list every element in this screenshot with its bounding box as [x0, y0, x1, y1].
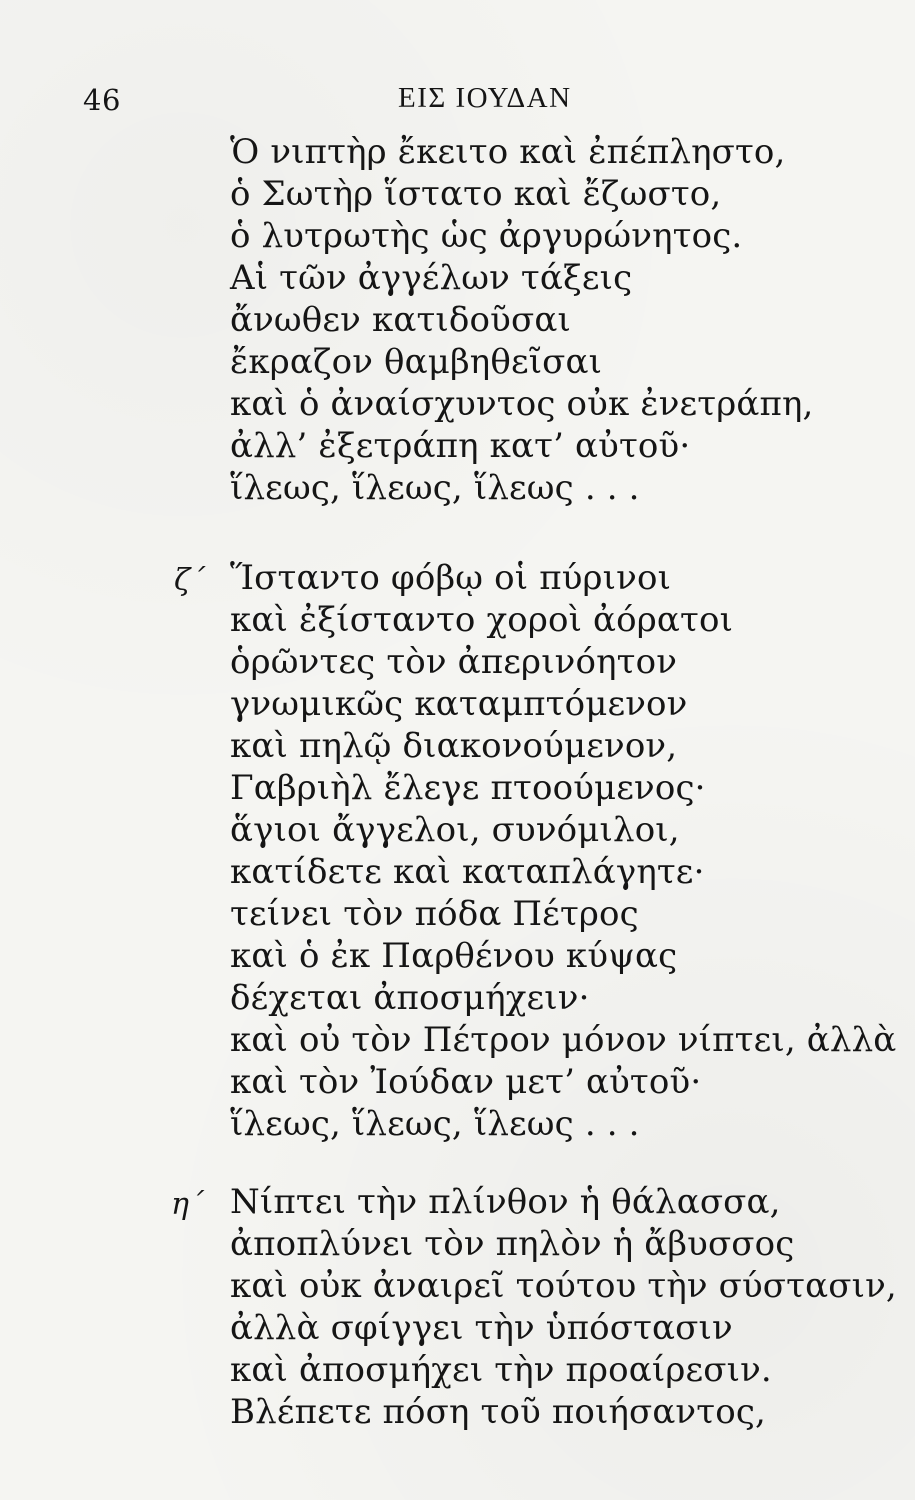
stanza-2-line-4: γνωμικῶς καταμπτόμενον [230, 684, 688, 724]
stanza-3-line-2: ἀποπλύνει τὸν πηλὸν ἡ ἄβυσσος [230, 1224, 795, 1264]
stanza-3-line-5: καὶ ἀποσμήχει τὴν προαίρεσιν. [230, 1350, 772, 1390]
stanza-2-line-6: Γαβριὴλ ἔλεγε πτοούμενος· [230, 768, 706, 808]
stanza-2-line-7: ἅγιοι ἄγγελοι, συνόμιλοι, [230, 810, 680, 850]
stanza-2-line-5: καὶ πηλῷ διακονούμενον, [230, 726, 678, 766]
stanza-marker-eta: η΄ [171, 1187, 204, 1222]
stanza-1-line-4: Αἱ τῶν ἀγγέλων τάξεις [230, 258, 633, 298]
stanza-3-line-3: καὶ οὐκ ἀναιρεῖ τούτου τὴν σύστασιν, [230, 1266, 897, 1306]
stanza-3-line-4: ἀλλὰ σφίγγει τὴν ὑπόστασιν [230, 1308, 733, 1348]
stanza-2-line-12: καὶ οὐ τὸν Πέτρον μόνον νίπτει, ἀλλὰ [230, 1020, 897, 1060]
stanza-1-line-8: ἀλλ’ ἐξετράπη κατ’ αὐτοῦ· [230, 426, 691, 466]
stanza-2-line-11: δέχεται ἀποσμήχειν· [230, 978, 590, 1018]
stanza-marker-zeta: ζ΄ [174, 563, 206, 598]
stanza-2 [230, 557, 897, 1145]
running-header: ΕΙΣ ΙΟΥΔΑΝ [398, 82, 572, 114]
stanza-3-line-6: Βλέπετε πόση τοῦ ποιήσαντος, [230, 1392, 766, 1432]
stanza-1-line-7: καὶ ὁ ἀναίσχυντος οὐκ ἐνετράπη, [230, 384, 814, 424]
stanza-3-line-1: Νίπτει τὴν πλίνθον ἡ θάλασσα, [230, 1182, 781, 1222]
stanza-3 [230, 1181, 897, 1433]
stanza-1-line-3: ὁ λυτρωτὴς ὡς ἀργυρώνητος. [230, 216, 743, 256]
stanza-1 [230, 131, 870, 509]
stanza-2-line-1: Ἵσταντο φόβῳ οἱ πύρινοι [230, 558, 672, 598]
stanza-2-line-2: καὶ ἐξίσταντο χοροὶ ἀόρατοι [230, 600, 734, 640]
stanza-2-line-13: καὶ τὸν Ἰούδαν μετ’ αὐτοῦ· [230, 1062, 702, 1102]
stanza-1-line-1: Ὁ νιπτὴρ ἔκειτο καὶ ἐπέπληστο, [230, 132, 786, 172]
stanza-1-line-2: ὁ Σωτὴρ ἵστατο καὶ ἔζωστο, [230, 174, 722, 214]
page-number: 46 [83, 83, 121, 117]
stanza-2-line-8: κατίδετε καὶ καταπλάγητε· [230, 852, 705, 892]
stanza-2-line-10: καὶ ὁ ἐκ Παρθένου κύψας [230, 936, 678, 976]
stanza-2-line-9: τείνει τὸν πόδα Πέτρος [230, 894, 639, 934]
stanza-2-line-14: ἵλεως, ἵλεως, ἵλεως . . . [230, 1104, 640, 1144]
stanza-1-line-9: ἵλεως, ἵλεως, ἵλεως . . . [230, 468, 640, 508]
stanza-2-line-3: ὁρῶντες τὸν ἀπερινόητον [230, 642, 678, 682]
stanza-1-line-5: ἄνωθεν κατιδοῦσαι [230, 300, 571, 340]
stanza-1-line-6: ἔκραζον θαμβηθεῖσαι [230, 342, 603, 382]
